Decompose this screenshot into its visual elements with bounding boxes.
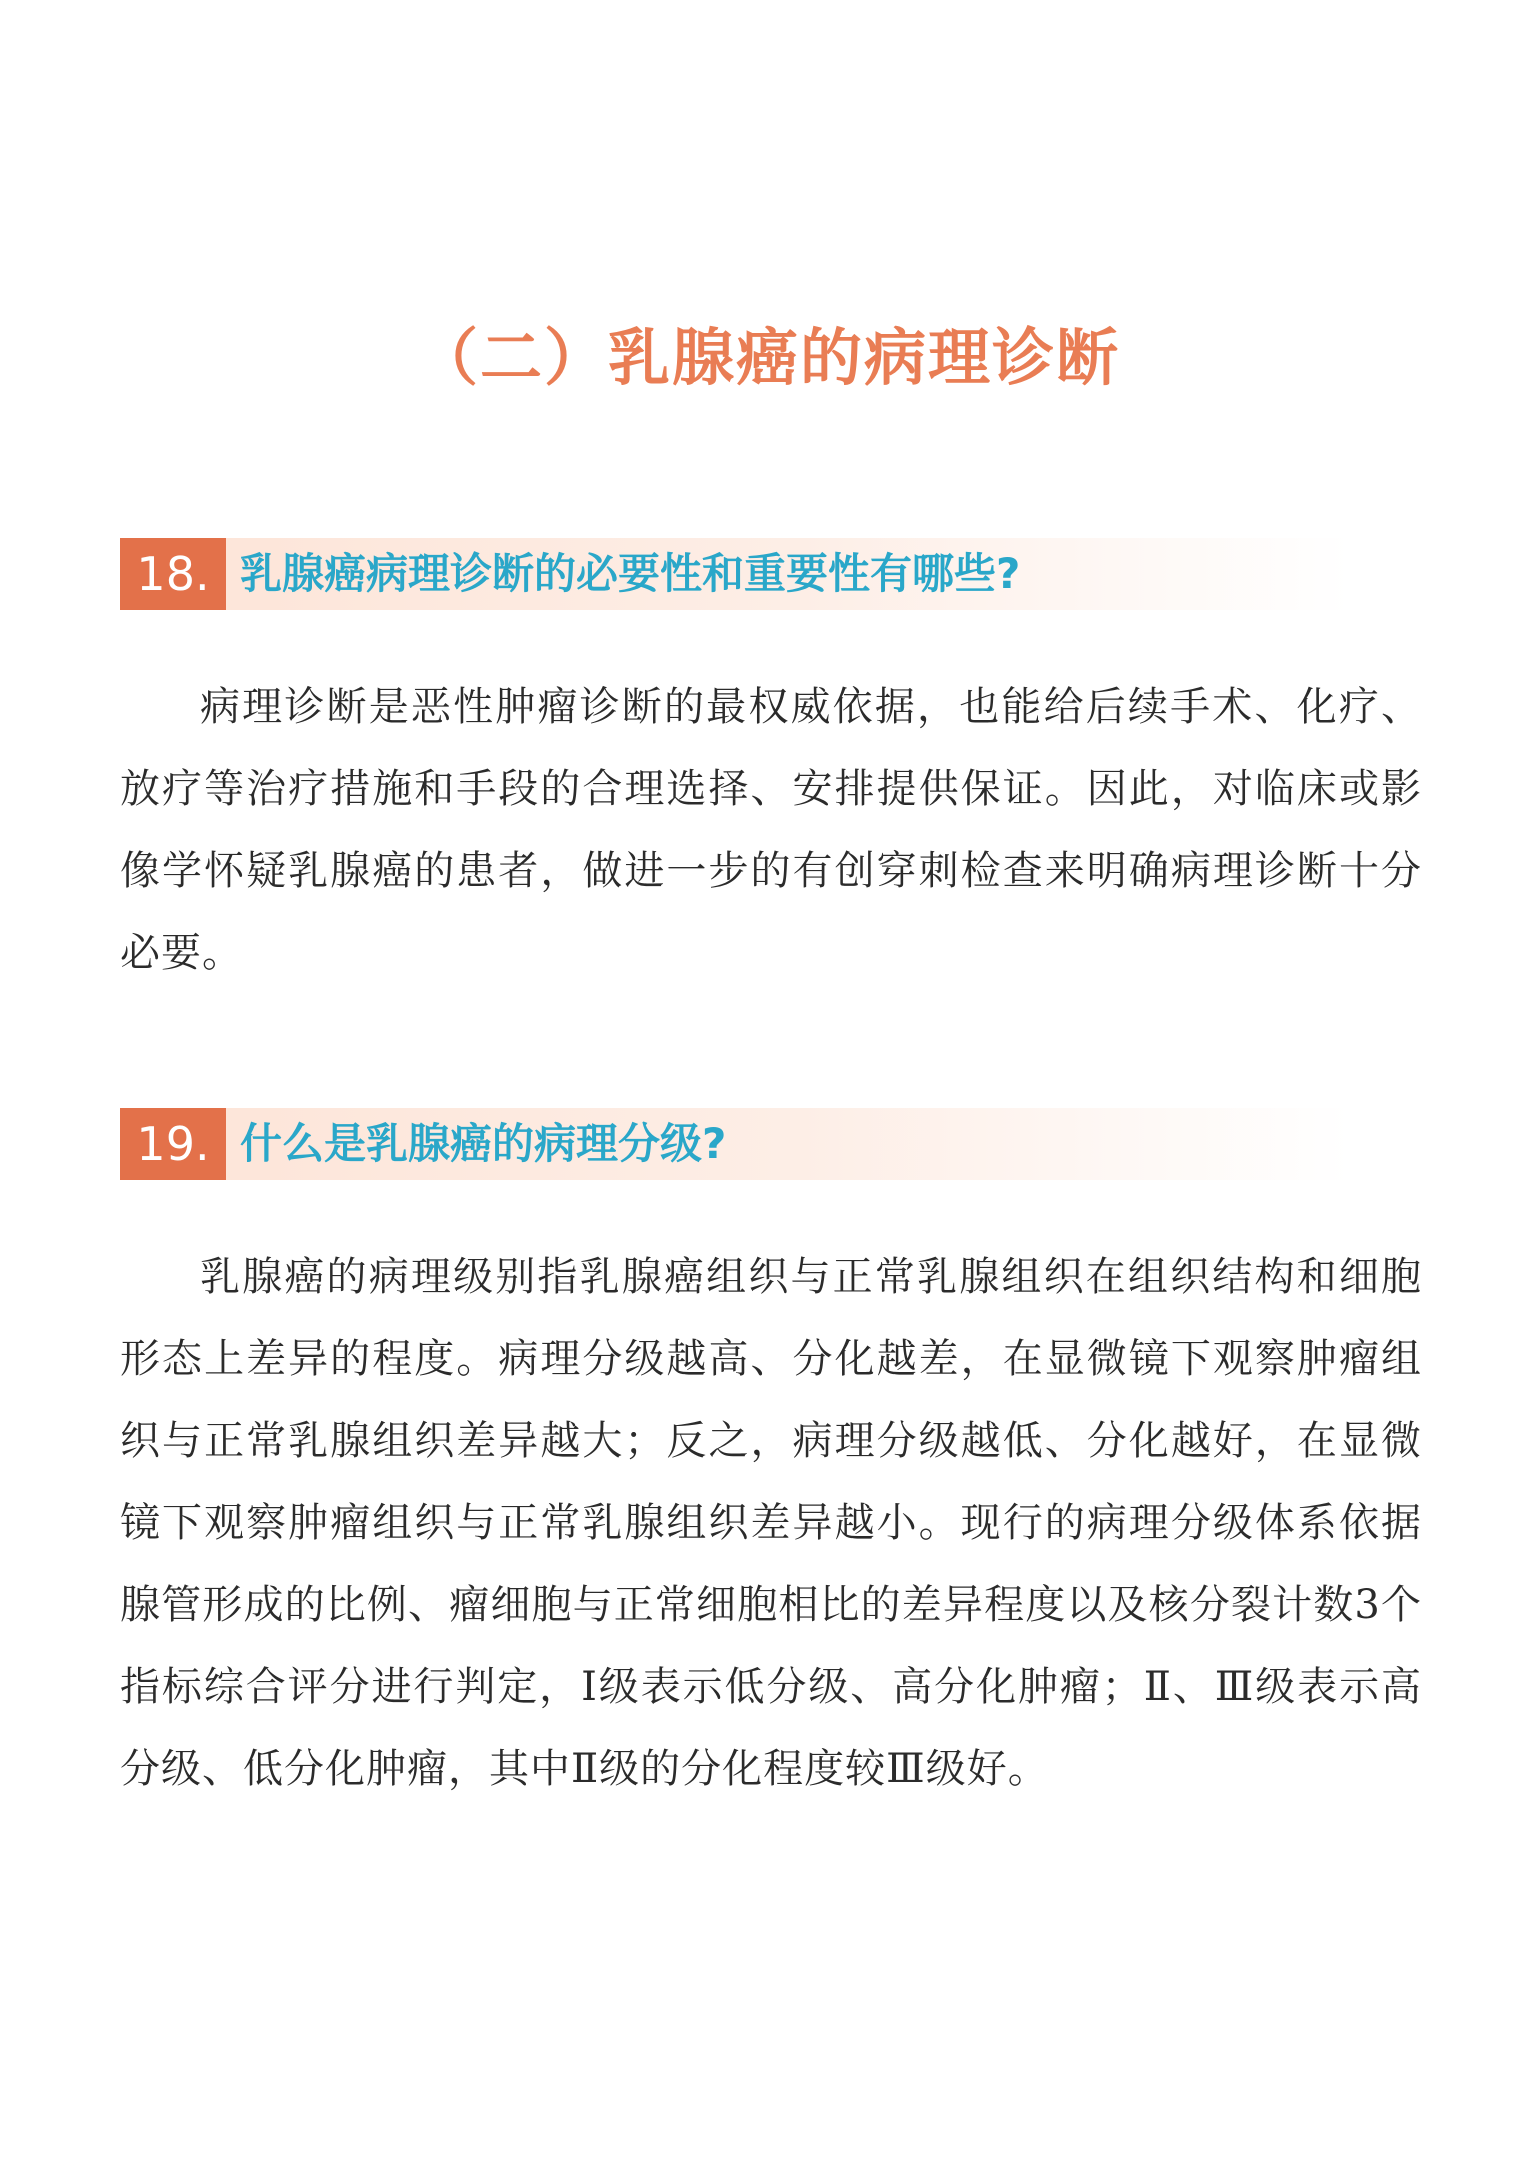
question-header-19 (120, 1108, 1350, 1180)
question-header-18 (120, 538, 1350, 610)
answer-paragraph-19: 乳腺癌的病理级别指乳腺癌组织与正常乳腺组织在组织结构和细胞形态上差异的程度。病理分级越高、分化越差，在显微镜下观察肿瘤组织与正常乳腺组织差异越大；反之，病理分级越低、分化越好，在显微镜下观察肿瘤组织与正常乳腺组织差异越小。现行的病理分级体系依据腺管形成的比例、瘤细胞与正常细胞相比的差异程度以及核分裂计数3个指标综合评分进行判定，Ⅰ级表示低分级、高分化肿瘤；Ⅱ、Ⅲ级表示高分级、低分化肿瘤，其中Ⅱ级的分化程度较Ⅲ级好。 (120, 1254, 1422, 1792)
question-number-badge: 18. (120, 538, 226, 610)
question-number-badge: 19. (120, 1108, 226, 1180)
answer-paragraph-18: 病理诊断是恶性肿瘤诊断的最权威依据，也能给后续手术、化疗、放疗等治疗措施和手段的合理选择、安排提供保证。因此，对临床或影像学怀疑乳腺癌的患者，做进一步的有创穿刺检查来明确病理诊断十分必要。 (120, 684, 1422, 976)
question-title: 什么是乳腺癌的病理分级? (240, 1119, 727, 1168)
section-title: （二）乳腺癌的病理诊断 (415, 321, 1120, 394)
question-title: 乳腺癌病理诊断的必要性和重要性有哪些? (240, 549, 1021, 598)
